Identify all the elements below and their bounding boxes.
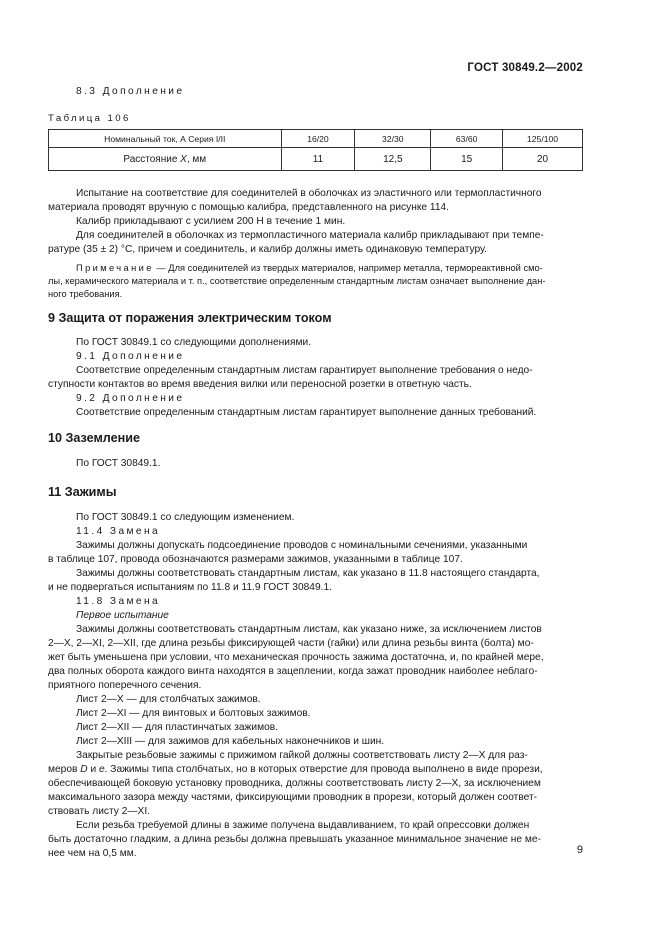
note-block: Примечание — Для соединителей из твердых материалов, например металла, термореактивной смо- лы, керамического материала и т. п., соответствие определенным стандартным листам означает выполнение дан- ного требования. — [48, 263, 546, 299]
paragraph-test: Испытание на соответствие для соединителей в оболочках из эластичного или термопластичного материала проводят вручную с помощью калибра, представленного на рисунке 114. Калибр прикладывают с усилием 200 Н в течение 1 мин. Для соединителей в оболочках из термопластичного материала калибр прикладывают при темпе- ратуре (35 ± 2) °С, причем и соединитель, и калибр должны иметь одинаковую температуру. — [48, 188, 544, 255]
table-header-cell: 32/30 — [355, 130, 431, 148]
list-item: Лист 2—XIII — для зажимов для кабельных наконечников и шин. — [76, 736, 385, 747]
subsection-11-8-label: 11.8 Замена — [76, 596, 161, 607]
table-cell: 20 — [503, 148, 583, 171]
list-item: Лист 2—XI — для винтовых и болтовых зажимов. — [76, 708, 311, 719]
table-header-cell: 63/60 — [431, 130, 503, 148]
table-row-label: Расстояние X, мм — [49, 148, 282, 171]
subsection-9-1-label: 9.1 Дополнение — [76, 351, 185, 362]
list-item: Лист 2—X — для столбчатых зажимов. — [76, 694, 261, 705]
table-header-row — [49, 130, 583, 148]
section-11-body: По ГОСТ 30849.1 со следующим изменением. 11.4 Замена Зажимы должны допускать подсоединение проводов с номинальными сечениями, указанными в таблице 107, провода обозначаются размерами зажимов, указанными в таблице 107. Зажимы должны соответствовать стандартным листам, как указано в 11.8 настоящего стандарта, и не подвергаться испытаниям по 11.8 и 11.9 ГОСТ 30849.1. 11.8 Замена Первое испытание Зажимы должны соответствовать стандартным листам, как указано ниже, за исключением листов 2—X, 2—XI, 2—XII, где длина резьбы фиксирующей части (гайки) или длина резьбы винта (болта) мо- жет быть уменьшена при условии, что механическая прочность зажима достаточна, и, по крайней мере, два полных оборота каждого винта находятся в зацеплении, когда зажат проводник наиболее неблаго- приятного поперечного сечения. Лист 2—X — для столбчатых зажимов. Лист 2—XI — для винтовых и болтовых зажимов. Лист 2—XII — для пластинчатых зажимов. Лист 2—XIII — для зажимов для кабельных наконечников и шин. Закрытые резьбовые зажимы с прижимом гайкой должны соответствовать листу 2—X для раз- меров D и e. Зажимы типа столбчатых, но в которых отверстие для провода выполнено в виде прорези, обеспечивающей боковую установку проводника, должны соответствовать листу 2—X, за исключением максимального зазора между частями, фиксирующими проводник в прорези, который должен соответ- ствовать листу 2—XI. Если резьба требуемой длины в зажиме получена выдавливанием, то край опрессовки должен быть достаточно гладким, а длина резьбы должна превышать указанное минимальное значение не ме- нее чем на 0,5 мм. — [48, 511, 583, 861]
list-item: Лист 2—XII — для пластинчатых зажимов. — [76, 722, 278, 733]
table-106 — [48, 129, 583, 171]
section-10-heading: 10 Заземление — [48, 431, 140, 445]
section-9-body: По ГОСТ 30849.1 со следующими дополнениями. 9.1 Дополнение Соответствие определенным стандартным листам гарантирует выполнение требования о недо- ступности контактов во время введения вилки или переносной розетки в ответную часть. 9.2 Дополнение Соответствие определенным стандартным листам гарантирует выполнение данных требований. — [48, 336, 583, 420]
table-row — [49, 148, 583, 171]
table-caption: Таблица 106 — [48, 113, 131, 124]
subsection-11-4-label: 11.4 Замена — [76, 526, 161, 537]
section-10-body: По ГОСТ 30849.1. — [76, 458, 161, 469]
variable-x: X — [180, 153, 187, 165]
page-number: 9 — [576, 844, 583, 856]
table-cell: 11 — [281, 148, 355, 171]
first-test-label: Первое испытание — [76, 610, 169, 621]
note-label: Примечание — [76, 263, 154, 273]
table-cell: 15 — [431, 148, 503, 171]
document-header-id: ГОСТ 30849.2—2002 — [467, 62, 583, 74]
section-9-heading: 9 Защита от поражения электрическим током — [48, 311, 332, 325]
section-8-3-title: 8.3 Дополнение — [76, 86, 185, 97]
subsection-9-2-label: 9.2 Дополнение — [76, 393, 185, 404]
table-header-cell: 16/20 — [281, 130, 355, 148]
section-11-heading: 11 Зажимы — [48, 485, 117, 499]
table-header-cell: Номинальный ток, А Серия I/II — [49, 130, 282, 148]
table-cell: 12,5 — [355, 148, 431, 171]
table-header-cell: 125/100 — [503, 130, 583, 148]
